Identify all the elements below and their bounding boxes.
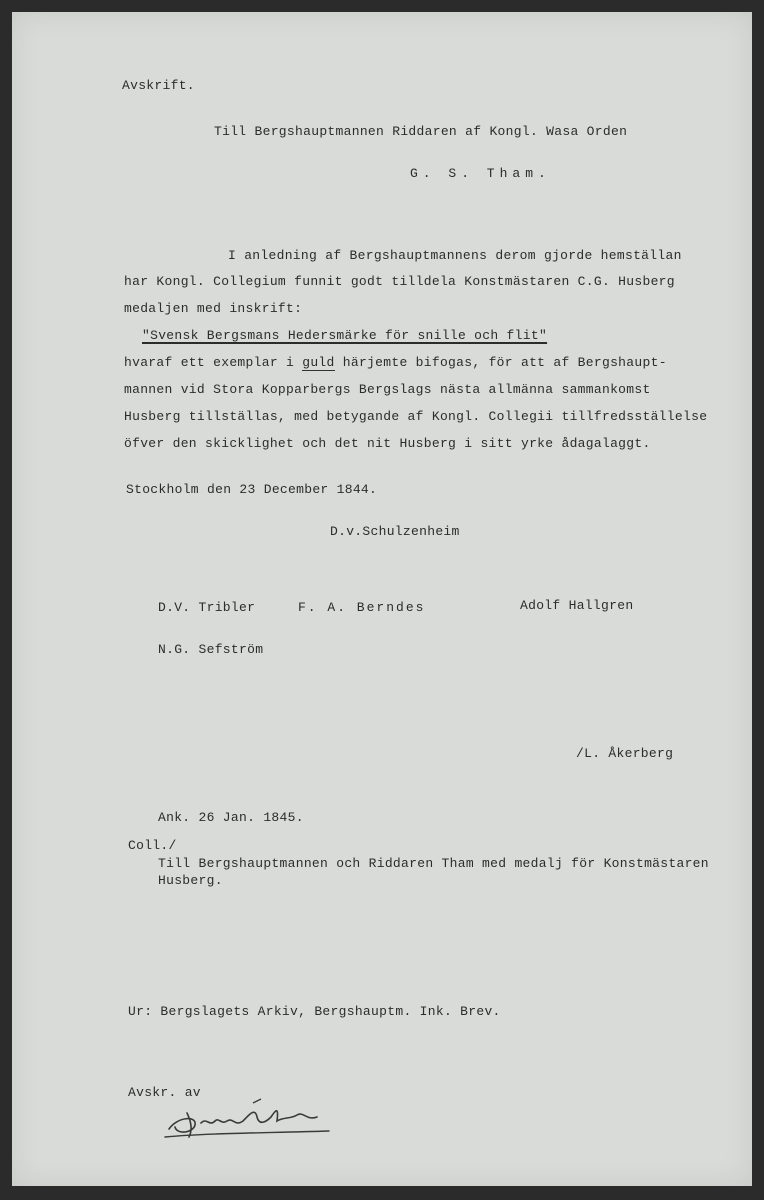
handwritten-signature [157,1077,357,1147]
copied-by-label: Avskr. av [128,1085,201,1100]
addressee-line: Till Bergshauptmannen Riddaren af Kongl. Wasa Orden [214,124,628,139]
body-line-3: medaljen med inskrift: [124,301,303,316]
note-line-2: Husberg. [158,873,223,888]
coll-label: Coll./ [128,838,177,853]
date-line: Stockholm den 23 December 1844. [126,482,378,497]
document-page [12,12,752,1186]
secretary-signature: /L. Åkerberg [576,746,674,761]
body-line-1: I anledning af Bergshauptmannens derom gjorde hemställan [228,248,682,263]
note-line-1: Till Bergshauptmannen och Riddaren Tham med medalj för Konstmästaren [158,856,709,871]
signatory-main: D.v.Schulzenheim [330,524,460,539]
body-line-6: mannen vid Stora Kopparbergs Bergslags nästa allmänna sammankomst [124,382,651,397]
signatory-berndes: F. A. Berndes [298,600,426,615]
received-date: Ank. 26 Jan. 1845. [158,810,304,825]
addressee-name: G. S. Tham. [410,166,551,181]
guld-word: guld [302,355,335,370]
body-line-8: öfver den skicklighet och det nit Husberg i sitt yrke ådagalaggt. [124,436,651,451]
body-line-5 [124,355,667,370]
medal-inscription: "Svensk Bergsmans Hedersmärke för snille och flit" [142,328,548,343]
source-line: Ur: Bergslagets Arkiv, Bergshauptm. Ink. Brev. [128,1004,501,1019]
body-line-2: har Kongl. Collegium funnit godt tilldela Konstmästaren C.G. Husberg [124,274,675,289]
body-line-7: Husberg tillställas, med betygande af Kongl. Collegii tillfredsställelse [124,409,708,424]
body-line-5-suffix: härjemte bifogas, för att af Bergshaupt- [334,355,667,370]
signatory-tribler: D.V. Tribler [158,600,256,615]
signatory-sefstrom: N.G. Sefström [158,642,264,657]
document-heading: Avskrift. [122,78,195,93]
signatory-hallgren: Adolf Hallgren [520,598,634,613]
body-line-5-prefix: hvaraf ett exemplar i [124,355,303,370]
